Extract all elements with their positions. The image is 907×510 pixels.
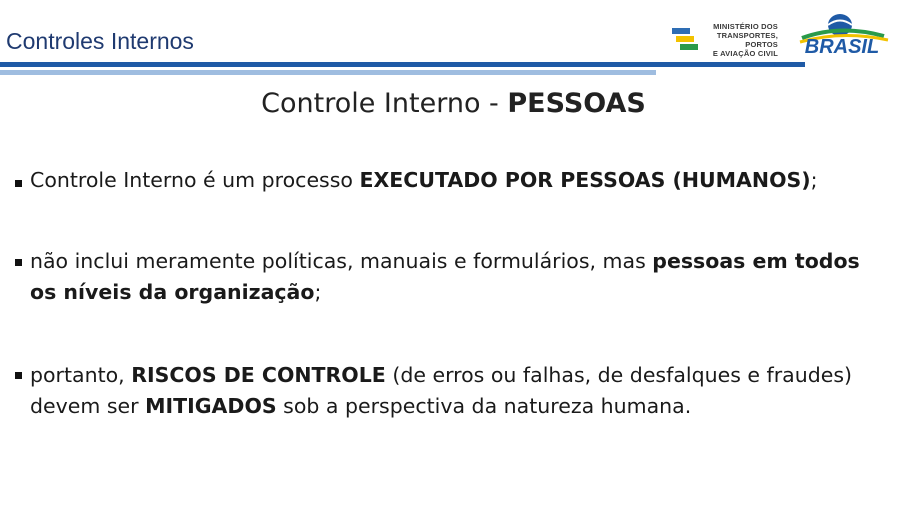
bullet-item: portanto, RISCOS DE CONTROLE (de erros ou falhas, de desfalques e fraudes) devem ser MITIGADOS sob a perspectiva da natureza humana. (30, 363, 853, 418)
bullet-marker (15, 259, 22, 266)
brasil-logo-icon (790, 10, 894, 58)
svg-text:BRASIL: BRASIL (804, 36, 880, 58)
header-rule-primary (0, 62, 805, 67)
bullet-marker (15, 180, 22, 187)
bullet-item: não inclui meramente políticas, manuais e formulários, mas pessoas em todos os níveis da organização; (30, 249, 860, 304)
ministry-logo (672, 18, 778, 56)
slide-title-bold: PESSOAS (507, 88, 646, 119)
bullet-marker (15, 372, 22, 379)
slide-title-regular: Controle Interno - (261, 88, 508, 119)
header-rule-secondary (0, 70, 656, 75)
slide-title (0, 88, 907, 119)
bullet-item: Controle Interno é um processo EXECUTADO POR PESSOAS (HUMANOS); (30, 168, 818, 192)
ministry-name: MINISTÉRIO DOS TRANSPORTES, PORTOS E AVIAÇÃO CIVIL (712, 22, 778, 58)
header-title: Controles Internos (6, 28, 194, 54)
